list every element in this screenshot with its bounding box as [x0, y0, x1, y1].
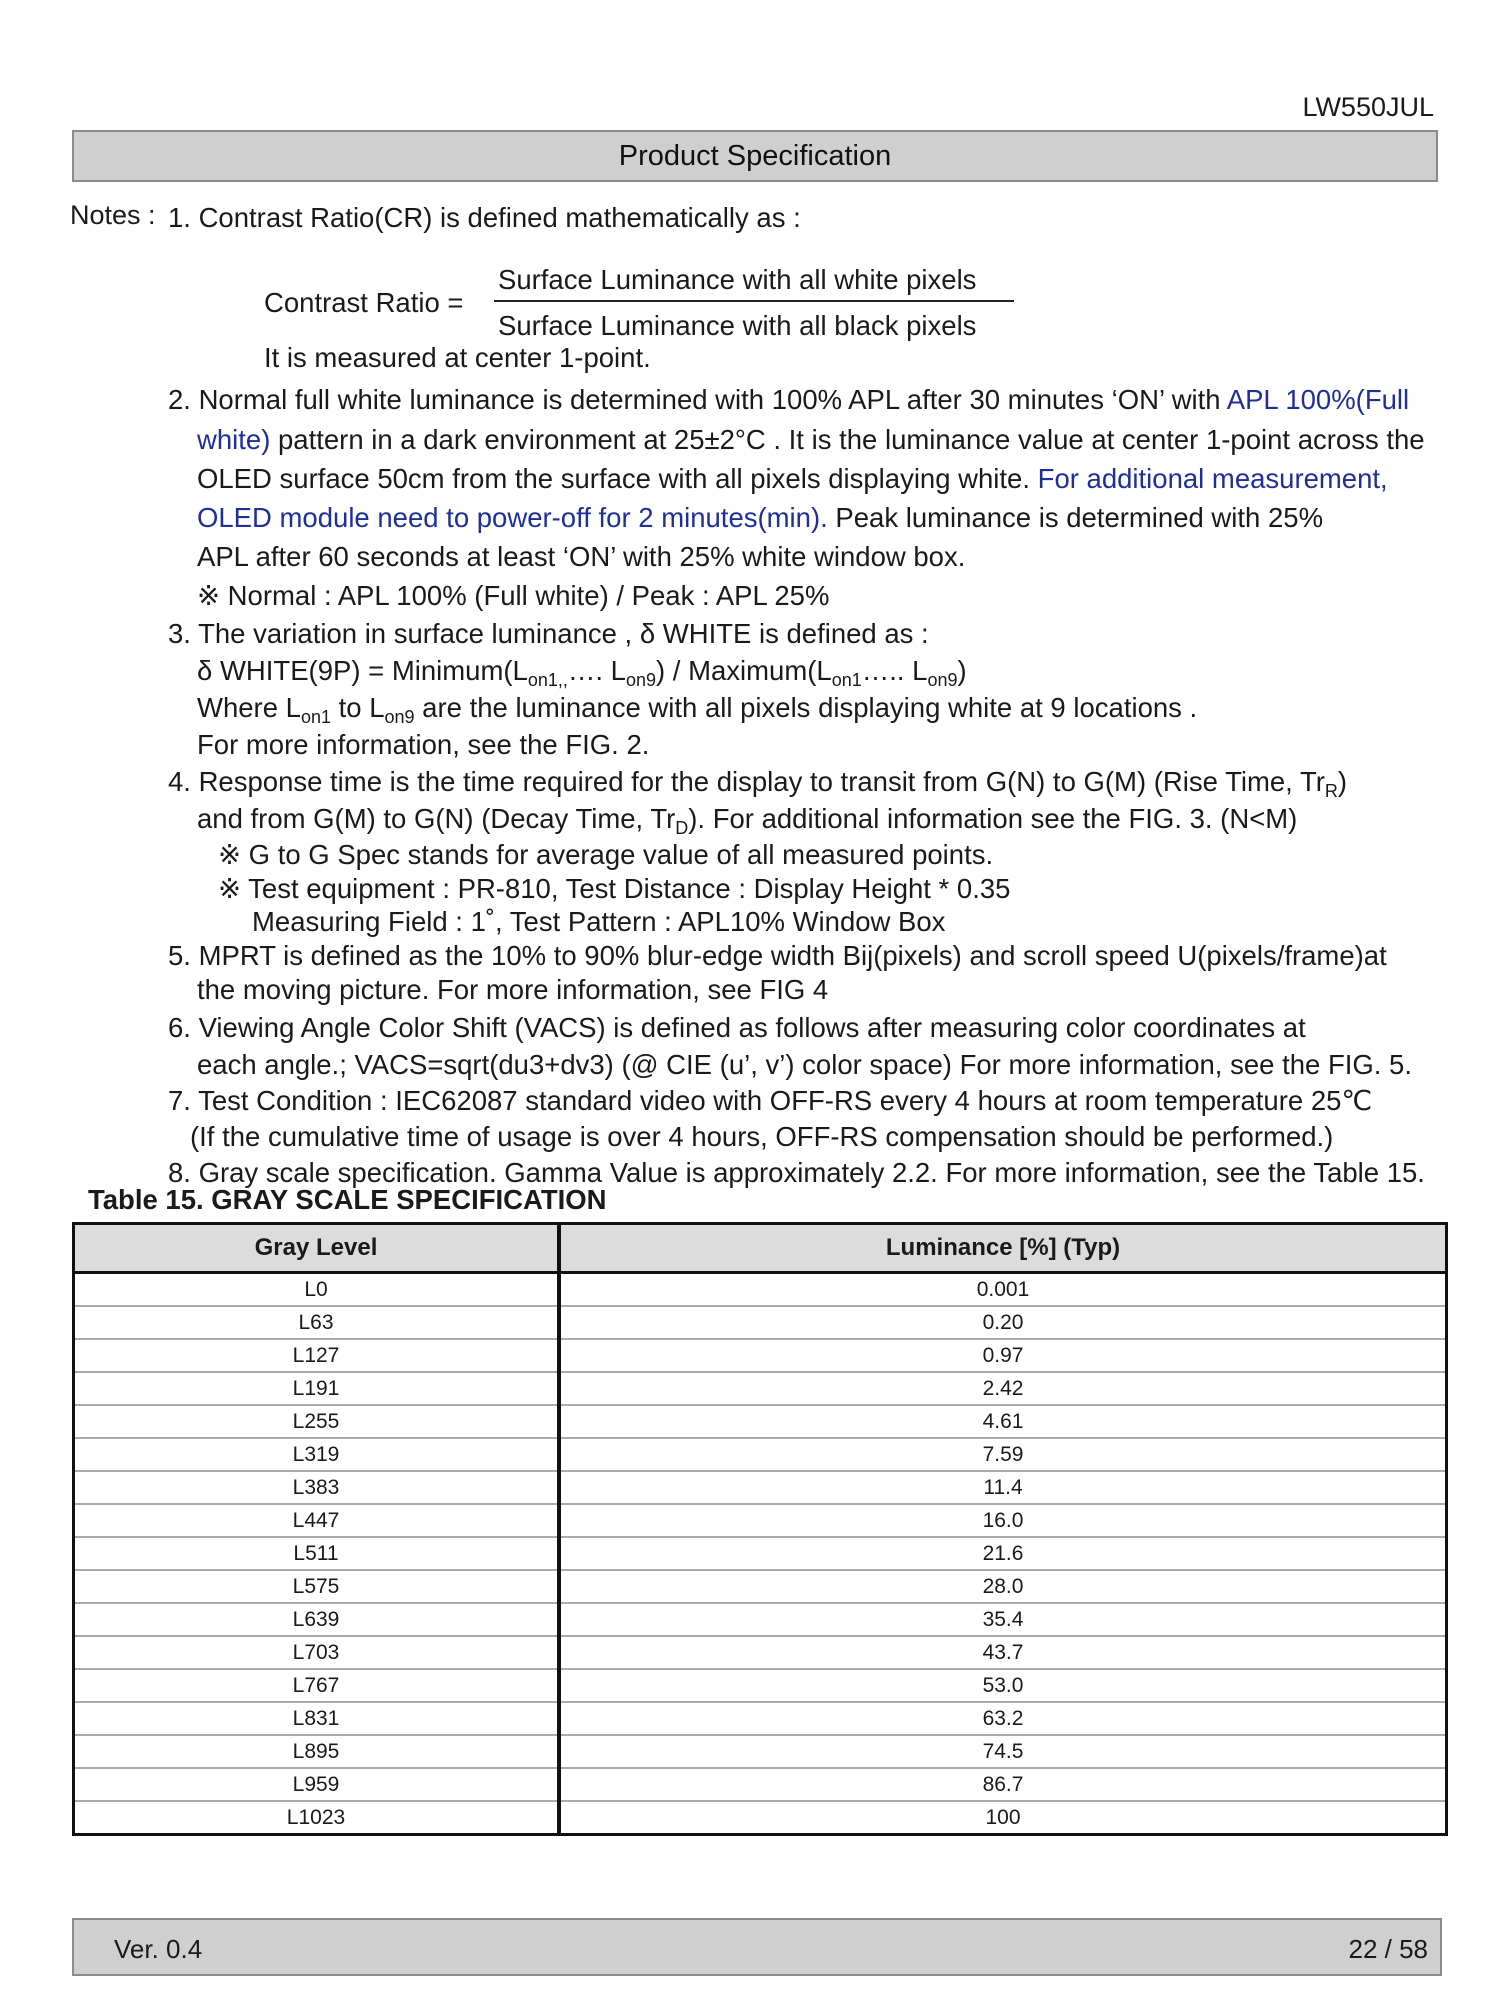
luminance-cell: 100 [985, 1805, 1021, 1829]
luminance-cell: 7.59 [559, 1438, 1447, 1471]
column-header-luminance: Luminance [%] (Typ) [559, 1224, 1447, 1273]
luminance-cell: 0.97 [559, 1339, 1447, 1372]
note-3-text: are the luminance with all pixels displaying white at 9 locations . [414, 692, 1198, 723]
contrast-numerator: Surface Luminance with all white pixels [498, 264, 977, 295]
note-2-line-3 [197, 461, 1388, 497]
note-3-text: δ WHITE(9P) = Minimum(L [197, 655, 528, 686]
table-row [74, 1768, 1447, 1801]
note-2-highlight: APL 100%(Full [1226, 384, 1410, 415]
table-row [74, 1273, 1447, 1307]
table-row [74, 1405, 1447, 1438]
luminance-cell: 2.42 [559, 1372, 1447, 1405]
document-id: LW550JUL [1302, 92, 1434, 122]
table-body [74, 1273, 1447, 1835]
luminance-cell: 35.4 [559, 1603, 1447, 1636]
note-1-measured: It is measured at center 1-point. [264, 342, 651, 373]
note-4-line-3: ※ G to G Spec stands for average value of all measured points. [218, 839, 994, 870]
table-row [74, 1570, 1447, 1603]
note-6-line-2: each angle.; VACS=sqrt(du3+dv3) (@ CIE (u’, v’) color space) For more information, see the FIG. 5. [197, 1049, 1412, 1080]
note-1-line: 1. Contrast Ratio(CR) is defined mathematically as : [168, 202, 801, 233]
table-row [74, 1636, 1447, 1669]
table-row [74, 1669, 1447, 1702]
subscript: on1,, [527, 670, 568, 690]
luminance-cell: 74.5 [559, 1735, 1447, 1768]
gray-level-cell: L63 [74, 1306, 560, 1339]
gray-level-cell: L191 [74, 1372, 560, 1405]
gray-level-cell: L767 [74, 1669, 560, 1702]
luminance-cell: 63.2 [559, 1702, 1447, 1735]
column-header-gray-level: Gray Level [74, 1224, 560, 1273]
gray-level-cell: L447 [74, 1504, 560, 1537]
note-7-line-2: (If the cumulative time of usage is over 4 hours, OFF-RS compensation should be performed.) [190, 1121, 1334, 1152]
subscript: on9 [927, 670, 958, 690]
note-3-line-4: For more information, see the FIG. 2. [197, 729, 650, 760]
note-3-line-2 [197, 653, 967, 689]
luminance-cell: 0.001 [559, 1273, 1447, 1307]
gray-level-cell: L575 [74, 1570, 560, 1603]
luminance-cell: 21.6 [559, 1537, 1447, 1570]
subscript: D [675, 818, 689, 838]
subscript: on1 [300, 707, 331, 727]
note-2-text: Peak luminance is determined with 25% [827, 502, 1324, 533]
luminance-cell: 43.7 [559, 1636, 1447, 1669]
note-2-line-2 [197, 422, 1425, 458]
luminance-cell: 28.0 [559, 1570, 1447, 1603]
version-label: Ver. 0.4 [114, 1934, 203, 1964]
contrast-ratio-label: Contrast Ratio = [264, 287, 464, 318]
contrast-denominator: Surface Luminance with all black pixels [498, 310, 977, 341]
gray-level-cell: L959 [74, 1768, 560, 1801]
table-row [74, 1438, 1447, 1471]
note-2-line-5: APL after 60 seconds at least ‘ON’ with 25% white window box. [197, 541, 966, 572]
page-title [72, 130, 1438, 182]
note-4-line-2 [197, 801, 1297, 837]
table-row [74, 1306, 1447, 1339]
gray-level-cell: L639 [74, 1603, 560, 1636]
gray-level-cell: L127 [74, 1339, 560, 1372]
note-4-text: ). For additional information see the FIG. 3. (N<M) [688, 803, 1298, 834]
note-7-line-1: 7. Test Condition : IEC62087 standard video with OFF-RS every 4 hours at room temperature 25℃ [168, 1085, 1373, 1116]
note-3-text: ….. L [861, 655, 928, 686]
gray-level-cell: L703 [74, 1636, 560, 1669]
gray-level-cell: L319 [74, 1438, 560, 1471]
note-3-line-1: 3. The variation in surface luminance , δ WHITE is defined as : [168, 618, 929, 649]
note-4-text: 4. Response time is the time required for the display to transit from G(N) to G(M) (Rise Time, Tr [168, 766, 1325, 797]
note-3-text: ) [957, 655, 967, 686]
gray-level-cell: L511 [74, 1537, 560, 1570]
luminance-cell: 4.61 [559, 1405, 1447, 1438]
page-title-text: Product Specification [618, 139, 892, 172]
note-3-text: to L [330, 692, 385, 723]
table-row [74, 1537, 1447, 1570]
note-3-line-3 [197, 690, 1197, 726]
subscript: on1 [831, 670, 862, 690]
luminance-cell: 86.7 [559, 1768, 1447, 1801]
gray-scale-table [72, 1222, 1448, 1836]
gray-level-cell: L895 [74, 1735, 560, 1768]
note-5-line-1: 5. MPRT is defined as the 10% to 90% blur-edge width Bij(pixels) and scroll speed U(pixels/frame)at [168, 940, 1387, 971]
note-2-line-1 [168, 382, 1409, 418]
fraction-bar [494, 300, 1014, 302]
note-2-text: OLED surface 50cm from the surface with all pixels displaying white. [197, 463, 1038, 494]
table-row [74, 1504, 1447, 1537]
note-3-text: ) / Maximum(L [656, 655, 832, 686]
note-6-line-1: 6. Viewing Angle Color Shift (VACS) is defined as follows after measuring color coordinates at [168, 1012, 1306, 1043]
note-5-line-2: the moving picture. For more information, see FIG 4 [197, 974, 829, 1005]
table-row [74, 1702, 1447, 1735]
gray-level-cell: L383 [74, 1471, 560, 1504]
gray-level-cell: L831 [74, 1702, 560, 1735]
table-row [74, 1339, 1447, 1372]
table-row [74, 1372, 1447, 1405]
page-number: 22 / 58 [1348, 1934, 1428, 1964]
note-4-line-5: Measuring Field : 1˚, Test Pattern : APL10% Window Box [252, 906, 946, 937]
note-2-line-4 [197, 500, 1323, 536]
note-2-highlight: OLED module need to power-off for 2 minutes(min). [197, 502, 828, 533]
note-4-text: and from G(M) to G(N) (Decay Time, Tr [197, 803, 676, 834]
footer-bar [72, 1918, 1442, 1976]
gray-level-cell: L255 [74, 1405, 560, 1438]
note-8-line-1: 8. Gray scale specification. Gamma Value is approximately 2.2. For more information, see the Table 15. [168, 1157, 1425, 1188]
subscript: R [1324, 781, 1338, 801]
note-2-text: pattern in a dark environment at 25±2°C . It is the luminance value at center 1-point across the [270, 424, 1425, 455]
subscript: on9 [625, 670, 656, 690]
luminance-cell: 11.4 [559, 1471, 1447, 1504]
note-4-line-4: ※ Test equipment : PR-810, Test Distance : Display Height * 0.35 [218, 873, 1011, 904]
notes-label: Notes : [70, 200, 156, 230]
table-row [74, 1471, 1447, 1504]
note-2-highlight: white) [197, 424, 271, 455]
note-4-line-1 [168, 764, 1347, 800]
note-4-text: ) [1337, 766, 1348, 797]
luminance-cell: 53.0 [559, 1669, 1447, 1702]
gray-level-cell: L1023 [74, 1801, 560, 1835]
luminance-cell: 0.20 [559, 1306, 1447, 1339]
table-caption: Table 15. GRAY SCALE SPECIFICATION [88, 1184, 607, 1215]
subscript: on9 [384, 707, 415, 727]
note-2-highlight: For additional measurement, [1037, 463, 1388, 494]
table-row [74, 1801, 1447, 1835]
note-3-text: …. L [567, 655, 626, 686]
table-row [74, 1603, 1447, 1636]
note-2-text: 2. Normal full white luminance is determined with 100% APL after 30 minutes ‘ON’ with [168, 384, 1227, 415]
note-2-line-6: ※ Normal : APL 100% (Full white) / Peak : APL 25% [197, 580, 830, 611]
luminance-cell: 16.0 [559, 1504, 1447, 1537]
gray-level-cell: L0 [74, 1273, 560, 1307]
table-header-row [74, 1224, 1447, 1273]
note-3-text: Where L [197, 692, 301, 723]
table-row [74, 1735, 1447, 1768]
